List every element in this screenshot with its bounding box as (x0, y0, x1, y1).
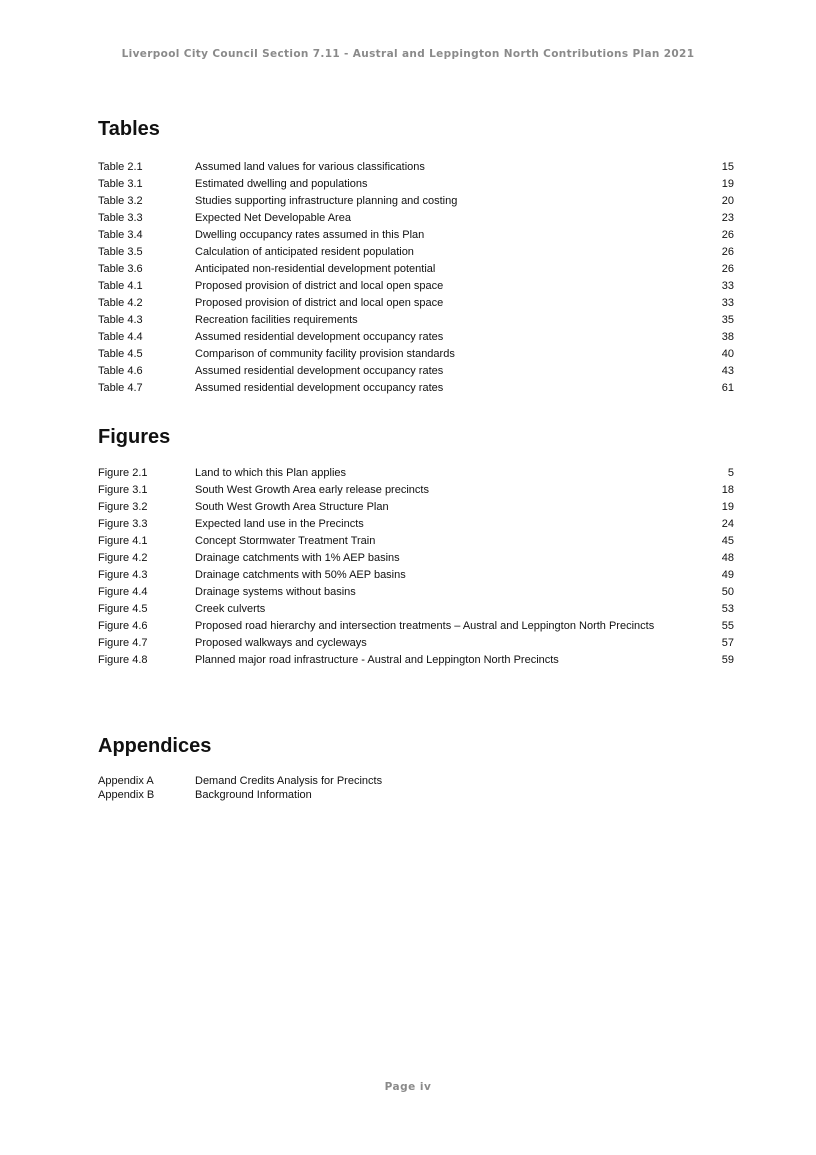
appendix-number: Appendix B (98, 789, 155, 801)
figure-page-number: 55 (721, 620, 734, 632)
table-entry[interactable] (98, 346, 734, 363)
figure-entry[interactable] (98, 618, 734, 635)
table-entry[interactable] (98, 380, 734, 397)
table-number: Table 3.6 (98, 263, 143, 275)
figure-title: Drainage systems without basins (195, 586, 356, 598)
figure-page-number: 45 (721, 535, 734, 547)
figure-page-number: 50 (721, 586, 734, 598)
figure-title: Drainage catchments with 1% AEP basins (195, 552, 400, 564)
table-page-number: 20 (721, 195, 734, 207)
table-title: Assumed residential development occupancy rates (195, 365, 444, 377)
figures-heading: Figures (98, 426, 171, 448)
table-title: Proposed provision of district and local open space (195, 297, 444, 309)
table-page-number: 26 (721, 263, 734, 275)
table-number: Table 4.3 (98, 314, 143, 326)
table-title: Calculation of anticipated resident population (195, 246, 414, 258)
table-page-number: 33 (721, 297, 734, 309)
figure-entry[interactable] (98, 601, 734, 618)
appendix-title: Demand Credits Analysis for Precincts (195, 775, 383, 787)
figure-page-number: 53 (721, 603, 734, 615)
table-page-number: 26 (721, 229, 734, 241)
table-page-number: 35 (721, 314, 734, 326)
table-page-number: 43 (721, 365, 734, 377)
figure-page-number: 59 (721, 654, 734, 666)
table-title: Assumed residential development occupancy rates (195, 331, 444, 343)
figure-number: Figure 4.7 (98, 637, 148, 649)
figure-number: Figure 2.1 (98, 467, 148, 479)
figure-title: Concept Stormwater Treatment Train (195, 535, 376, 547)
figure-number: Figure 3.3 (98, 518, 148, 530)
figure-page-number: 48 (721, 552, 734, 564)
appendix-number: Appendix A (98, 775, 154, 787)
table-entry[interactable] (98, 244, 734, 261)
page-number: Page iv (384, 1081, 432, 1093)
figure-entry[interactable] (98, 499, 734, 516)
figure-number: Figure 4.3 (98, 569, 148, 581)
table-entry[interactable] (98, 312, 734, 329)
table-title: Anticipated non-residential development potential (195, 263, 436, 275)
figure-entry[interactable] (98, 652, 734, 669)
figure-entry[interactable] (98, 567, 734, 584)
figure-title: Land to which this Plan applies (195, 467, 347, 479)
figure-entry[interactable] (98, 533, 734, 550)
table-page-number: 61 (721, 382, 734, 394)
table-number: Table 4.7 (98, 382, 143, 394)
figure-entry[interactable] (98, 584, 734, 601)
table-title: Comparison of community facility provision standards (195, 348, 455, 360)
appendix-title: Background Information (195, 789, 312, 801)
table-number: Table 2.1 (98, 161, 143, 173)
table-page-number: 19 (721, 178, 734, 190)
table-title: Estimated dwelling and populations (195, 178, 368, 190)
figure-page-number: 5 (727, 467, 734, 479)
figure-title: South West Growth Area Structure Plan (195, 501, 389, 513)
table-page-number: 15 (721, 161, 734, 173)
figure-title: Drainage catchments with 50% AEP basins (195, 569, 406, 581)
figure-number: Figure 4.4 (98, 586, 148, 598)
table-entry[interactable] (98, 278, 734, 295)
table-number: Table 4.1 (98, 280, 143, 292)
figure-title: South West Growth Area early release precincts (195, 484, 429, 496)
table-title: Dwelling occupancy rates assumed in this Plan (195, 229, 425, 241)
appendix-entry[interactable] (98, 774, 734, 788)
figure-number: Figure 3.2 (98, 501, 148, 513)
figure-title: Proposed road hierarchy and intersection treatments – Austral and Leppington North Precincts (195, 620, 655, 632)
table-entry[interactable] (98, 176, 734, 193)
table-number: Table 4.6 (98, 365, 143, 377)
table-entry[interactable] (98, 193, 734, 210)
table-entry[interactable] (98, 261, 734, 278)
figure-page-number: 19 (721, 501, 734, 513)
table-entry[interactable] (98, 329, 734, 346)
appendices-heading: Appendices (98, 735, 212, 757)
figure-number: Figure 4.6 (98, 620, 148, 632)
figures-list (98, 465, 734, 669)
table-page-number: 40 (721, 348, 734, 360)
appendices-section (98, 735, 734, 801)
figure-number: Figure 4.1 (98, 535, 148, 547)
figures-section (98, 426, 734, 666)
figure-number: Figure 4.5 (98, 603, 148, 615)
table-number: Table 3.4 (98, 229, 143, 241)
figure-entry[interactable] (98, 465, 734, 482)
table-entry[interactable] (98, 210, 734, 227)
table-title: Studies supporting infrastructure planning and costing (195, 195, 458, 207)
table-page-number: 38 (721, 331, 734, 343)
running-header: Liverpool City Council Section 7.11 - Austral and Leppington North Contributions Plan 2021 (121, 48, 695, 60)
figure-entry[interactable] (98, 516, 734, 533)
figure-page-number: 18 (721, 484, 734, 496)
table-page-number: 23 (721, 212, 734, 224)
figure-title: Proposed walkways and cycleways (195, 637, 367, 649)
table-page-number: 33 (721, 280, 734, 292)
table-number: Table 4.5 (98, 348, 143, 360)
figure-entry[interactable] (98, 550, 734, 567)
table-number: Table 3.2 (98, 195, 143, 207)
table-entry[interactable] (98, 363, 734, 380)
table-entry[interactable] (98, 227, 734, 244)
table-title: Assumed land values for various classifications (195, 161, 425, 173)
table-number: Table 3.1 (98, 178, 143, 190)
tables-list (98, 159, 734, 397)
table-entry[interactable] (98, 159, 734, 176)
tables-heading: Tables (98, 118, 160, 140)
figure-title: Creek culverts (195, 603, 266, 615)
tables-section (98, 118, 734, 394)
table-number: Table 4.2 (98, 297, 143, 309)
figure-number: Figure 3.1 (98, 484, 148, 496)
figure-page-number: 57 (721, 637, 734, 649)
table-number: Table 4.4 (98, 331, 143, 343)
appendix-entry[interactable] (98, 788, 734, 802)
figure-page-number: 49 (721, 569, 734, 581)
table-number: Table 3.3 (98, 212, 143, 224)
table-entry[interactable] (98, 295, 734, 312)
table-page-number: 26 (721, 246, 734, 258)
table-title: Expected Net Developable Area (195, 212, 351, 224)
appendices-list (98, 774, 734, 802)
figure-entry[interactable] (98, 482, 734, 499)
figure-number: Figure 4.8 (98, 654, 148, 666)
figure-number: Figure 4.2 (98, 552, 148, 564)
table-title: Recreation facilities requirements (195, 314, 358, 326)
figure-title: Expected land use in the Precincts (195, 518, 364, 530)
table-title: Proposed provision of district and local open space (195, 280, 444, 292)
figure-entry[interactable] (98, 635, 734, 652)
figure-title: Planned major road infrastructure - Austral and Leppington North Precincts (195, 654, 559, 666)
table-number: Table 3.5 (98, 246, 143, 258)
table-title: Assumed residential development occupancy rates (195, 382, 444, 394)
figure-page-number: 24 (721, 518, 734, 530)
